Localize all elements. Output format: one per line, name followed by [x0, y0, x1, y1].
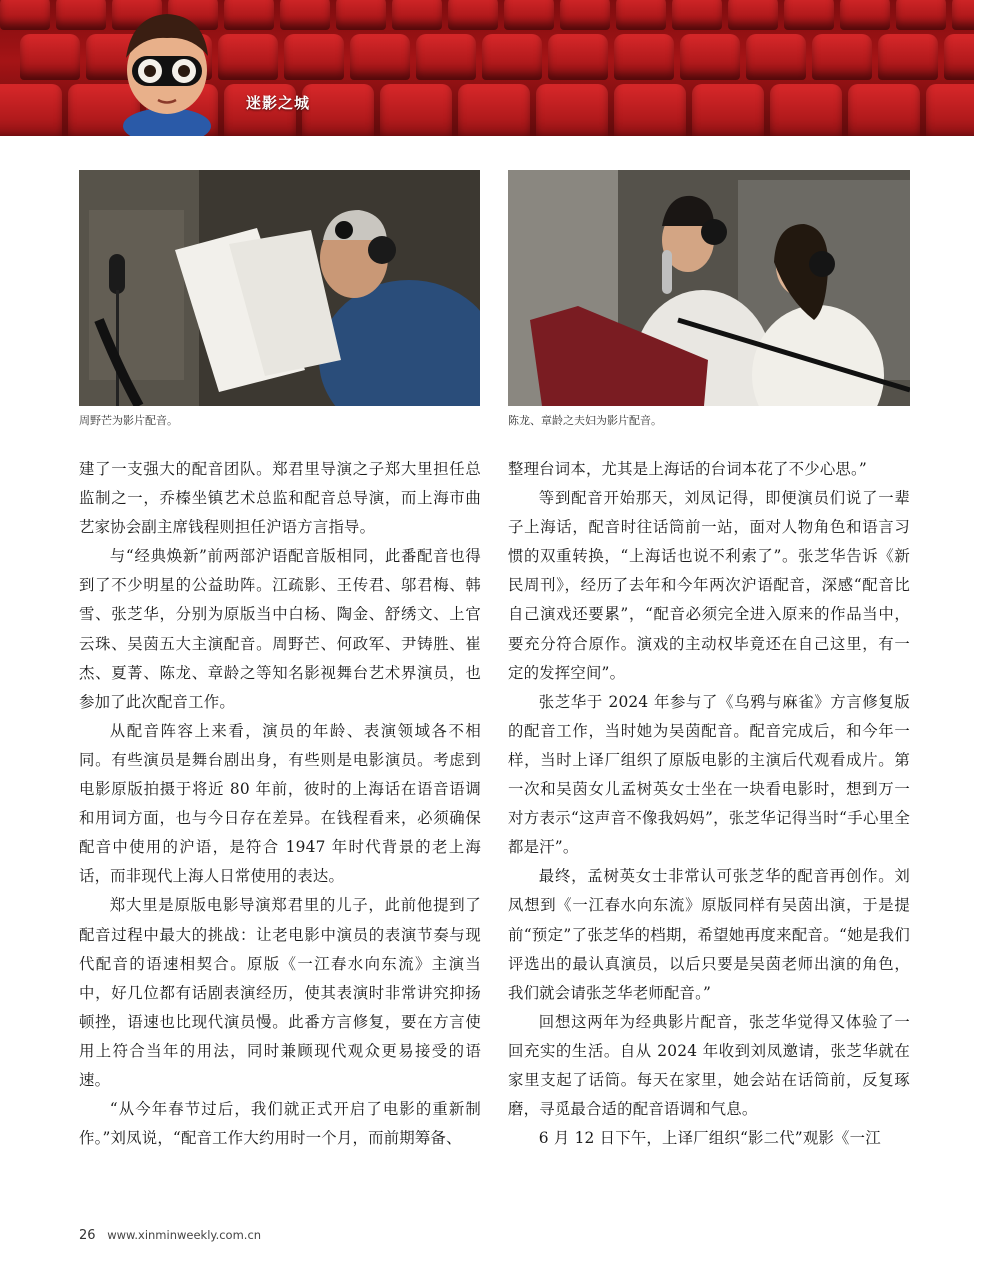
studio-photo-right: [508, 170, 910, 406]
paragraph: 整理台词本，尤其是上海话的台词本花了不少心思。”: [508, 460, 867, 478]
paragraph: 最终，孟树英女士非常认可张芝华的配音再创作。刘凤想到《一江春水向东流》原版同样有吴茵出演，于是提前“预定”了张芝华的档期，希望她再度来配音。“她是我们评选出的最认真演员，以后只要是吴茵老师出演的角色，我们就会请张芝华老师配音。”: [508, 867, 910, 1002]
mascot-illustration: [112, 8, 222, 136]
website-url[interactable]: www.xinminweekly.com.cn: [107, 1228, 262, 1242]
paragraph: 建了一支强大的配音团队。郑君里导演之子郑大里担任总监制之一，乔榛坐镇艺术总监和配音总导演，而上海市曲艺家协会副主席钱程则担任沪语方言指导。: [79, 460, 481, 537]
section-title: 迷影之城: [246, 94, 311, 112]
paragraph: 6 月 12 日下午，上译厂组织“影二代”观影《一江: [538, 1129, 881, 1148]
paragraph: 与“经典焕新”前两部沪语配音版相同，此番配音也得到了不少明星的公益助阵。江疏影、王传君、邬君梅、韩雪、张芝华，分别为原版当中白杨、陶金、舒绣文、上官云珠、吴茵五大主演配音。周野芒、何政军、尹铸胜、崔杰、夏菁、陈龙、章龄之等知名影视舞台艺术界演员，也参加了此次配音工作。: [79, 547, 481, 711]
paragraph: 回想这两年为经典影片配音，张芝华觉得又体验了一回充实的生活。自从 2024 年收到刘凤邀请，张芝华就在家里支起了话筒。每天在家里，她会站在话筒前，反复琢磨，寻觅最合适的配音语调和气息。: [508, 1012, 910, 1119]
paragraph: 郑大里是原版电影导演郑君里的儿子，此前他提到了配音过程中最大的挑战：让老电影中演员的表演节奏与现代配音的语速相契合。原版《一江春水向东流》主演当中，好几位都有话剧表演经历，使其表演时非常讲究抑扬顿挫，语速也比现代演员慢。此番方言修复，要在方言使用上符合当年的用法，同时兼顾现代观众更易接受的语速。: [79, 896, 481, 1089]
paragraph: 从配音阵容上来看，演员的年龄、表演领域各不相同。有些演员是舞台剧出身，有些则是电影演员。考虑到电影原版拍摄于将近 80 年前，彼时的上海话在语音语调和用词方面，也与今日存在差异。在钱程看来，必须确保配音中使用的沪语，是符合 1947 年时代背景的老上海话，而非现代上海人日常使用的表达。: [79, 721, 481, 886]
photo-caption-right: 陈龙、章龄之夫妇为影片配音。: [508, 414, 662, 427]
photo-caption-left: 周野芒为影片配音。: [79, 414, 178, 427]
photo-dubbing-chen-long-zhang-lingzhi: [508, 170, 910, 406]
photo-dubbing-zhou-yemang: [79, 170, 480, 406]
paragraph: 等到配音开始那天，刘凤记得，即便演员们说了一辈子上海话，配音时往话筒前一站，面对人物角色和语言习惯的双重转换，“上海话也说不利索了”。张芝华告诉《新民周刊》，经历了去年和今年两次沪语配音，深感“配音比自己演戏还要累”，“配音必须完全进入原来的作品当中，要充分符合原作。演戏的主动权毕竟还在自己这里，有一定的发挥空间”。: [508, 489, 910, 682]
studio-photo-left: [79, 170, 480, 406]
page-number: 26: [79, 1228, 96, 1243]
header-banner: [0, 0, 974, 136]
page-footer: [79, 1228, 261, 1243]
paragraph: “从今年春节过后，我们就正式开启了电影的重新制作。”刘凤说，“配音工作大约用时一个月，而前期筹备、: [79, 1100, 481, 1148]
article-column-right: [508, 455, 910, 1153]
paragraph: 张芝华于 2024 年参与了《乌鸦与麻雀》方言修复版的配音工作，当时她为吴茵配音。配音完成后，和今年一样，当时上译厂组织了原版电影的主演后代观看成片。第一次和吴茵女儿孟树英女士坐在一块看电影时，想到万一对方表示“这声音不像我妈妈”，张芝华记得当时“手心里全都是汗”。: [508, 692, 910, 857]
article-column-left: [79, 455, 481, 1153]
